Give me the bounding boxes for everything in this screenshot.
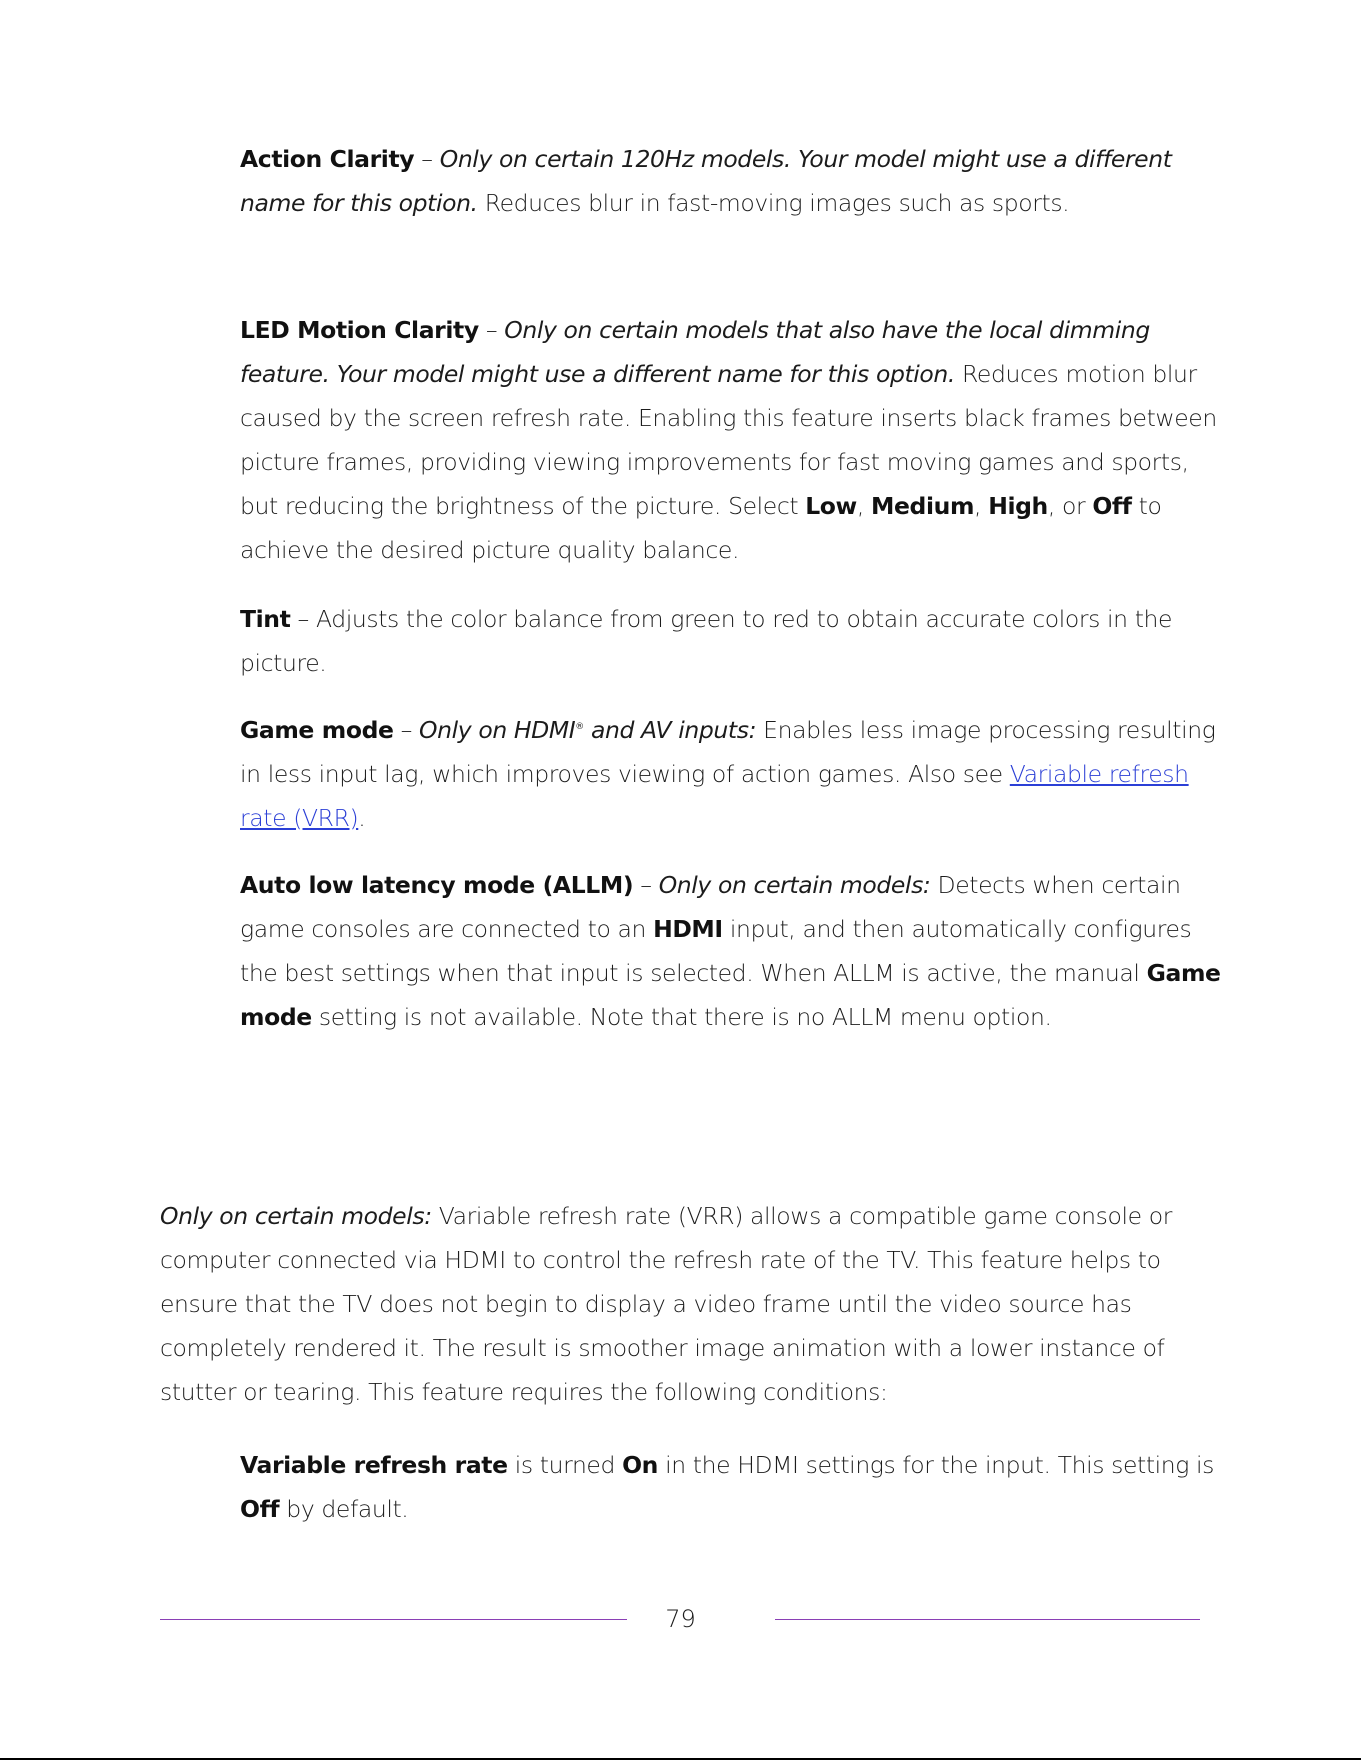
separator: , or [1047,492,1093,520]
game-mode-term: Game mode [240,959,1221,1031]
model-note: Only on certain models that also have the local dimming feature. Your model might use a different name for this option. [240,316,1150,388]
option-high: High [988,492,1048,520]
description-tail: to achieve the desired picture quality balance. [240,492,1162,564]
footer-rule-right [775,1619,1200,1620]
description: Detects when certain game consoles are connected to an [240,871,1181,943]
model-note [419,716,756,744]
page-edge [0,1758,1361,1760]
registered-mark: ® [575,722,584,733]
option-medium: Medium [871,492,975,520]
value-on: On [622,1451,659,1479]
action-clarity-paragraph [240,137,1225,225]
description: input, and then automatically configures the best settings when that input is selected. When ALLM is active, the manual [240,915,1192,987]
allm-paragraph [240,863,1225,1039]
led-motion-clarity-paragraph [240,308,1225,572]
option-off: Off [1092,492,1132,520]
page-number: 79 [665,1605,696,1633]
term-game-mode: Game mode [240,716,394,744]
vrr-intro-paragraph [160,1194,1220,1414]
vrr-link[interactable]: Variable refresh rate (VRR) [240,760,1189,832]
tint-paragraph [240,597,1225,685]
term-allm: Auto low latency mode (ALLM) [240,871,634,899]
note-part: Only on HDMI [419,716,576,744]
dash: – [414,145,440,173]
description: Reduces blur in fast-moving images such as sports. [477,189,1070,217]
model-note: Only on certain models: [160,1202,432,1230]
description: Reduces motion blur caused by the screen refresh rate. Enabling this feature inserts black frames between picture frames, providing viewing improvements for fast moving games and sports, but reducing the brightness of the picture. Select [240,360,1217,520]
description: is turned [507,1451,623,1479]
note-part: and AV inputs: [583,716,757,744]
period: . [358,804,366,832]
description: – Adjusts the color balance from green to red to obtain accurate colors in the picture. [240,605,1173,677]
term-led-motion-clarity: LED Motion Clarity [240,316,479,344]
description: Enables less image processing resulting in less input lag, which improves viewing of action games. Also see [240,716,1216,788]
dash: – [478,316,505,344]
value-off: Off [240,1495,280,1523]
term-vrr: Variable refresh rate [240,1451,508,1479]
description: in the HDMI settings for the input. This setting is [658,1451,1215,1479]
term-tint: Tint [240,605,291,633]
description: setting is not available. Note that there is no ALLM menu option. [311,1003,1052,1031]
hdmi-term: HDMI [653,915,723,943]
game-mode-paragraph [240,708,1225,840]
model-note: Only on certain 120Hz models. Your model might use a different name for this option. [240,145,1172,217]
description: by default. [279,1495,409,1523]
dash: – [393,716,420,744]
separator: , [856,492,872,520]
option-low: Low [805,492,857,520]
dash: – [633,871,659,899]
model-note: Only on certain models: [658,871,931,899]
description: Variable refresh rate (VRR) allows a compatible game console or computer connected via HDMI to control the refresh rate of the TV. This feature helps to ensure that the TV does not begin to display a video frame until the video source has completely rendered it. The result is smoother image animation with a lower instance of stutter or tearing. This feature requires the following conditions: [160,1202,1172,1406]
separator: , [974,492,989,520]
vrr-condition-paragraph [240,1443,1225,1531]
term-action-clarity: Action Clarity [240,145,415,173]
